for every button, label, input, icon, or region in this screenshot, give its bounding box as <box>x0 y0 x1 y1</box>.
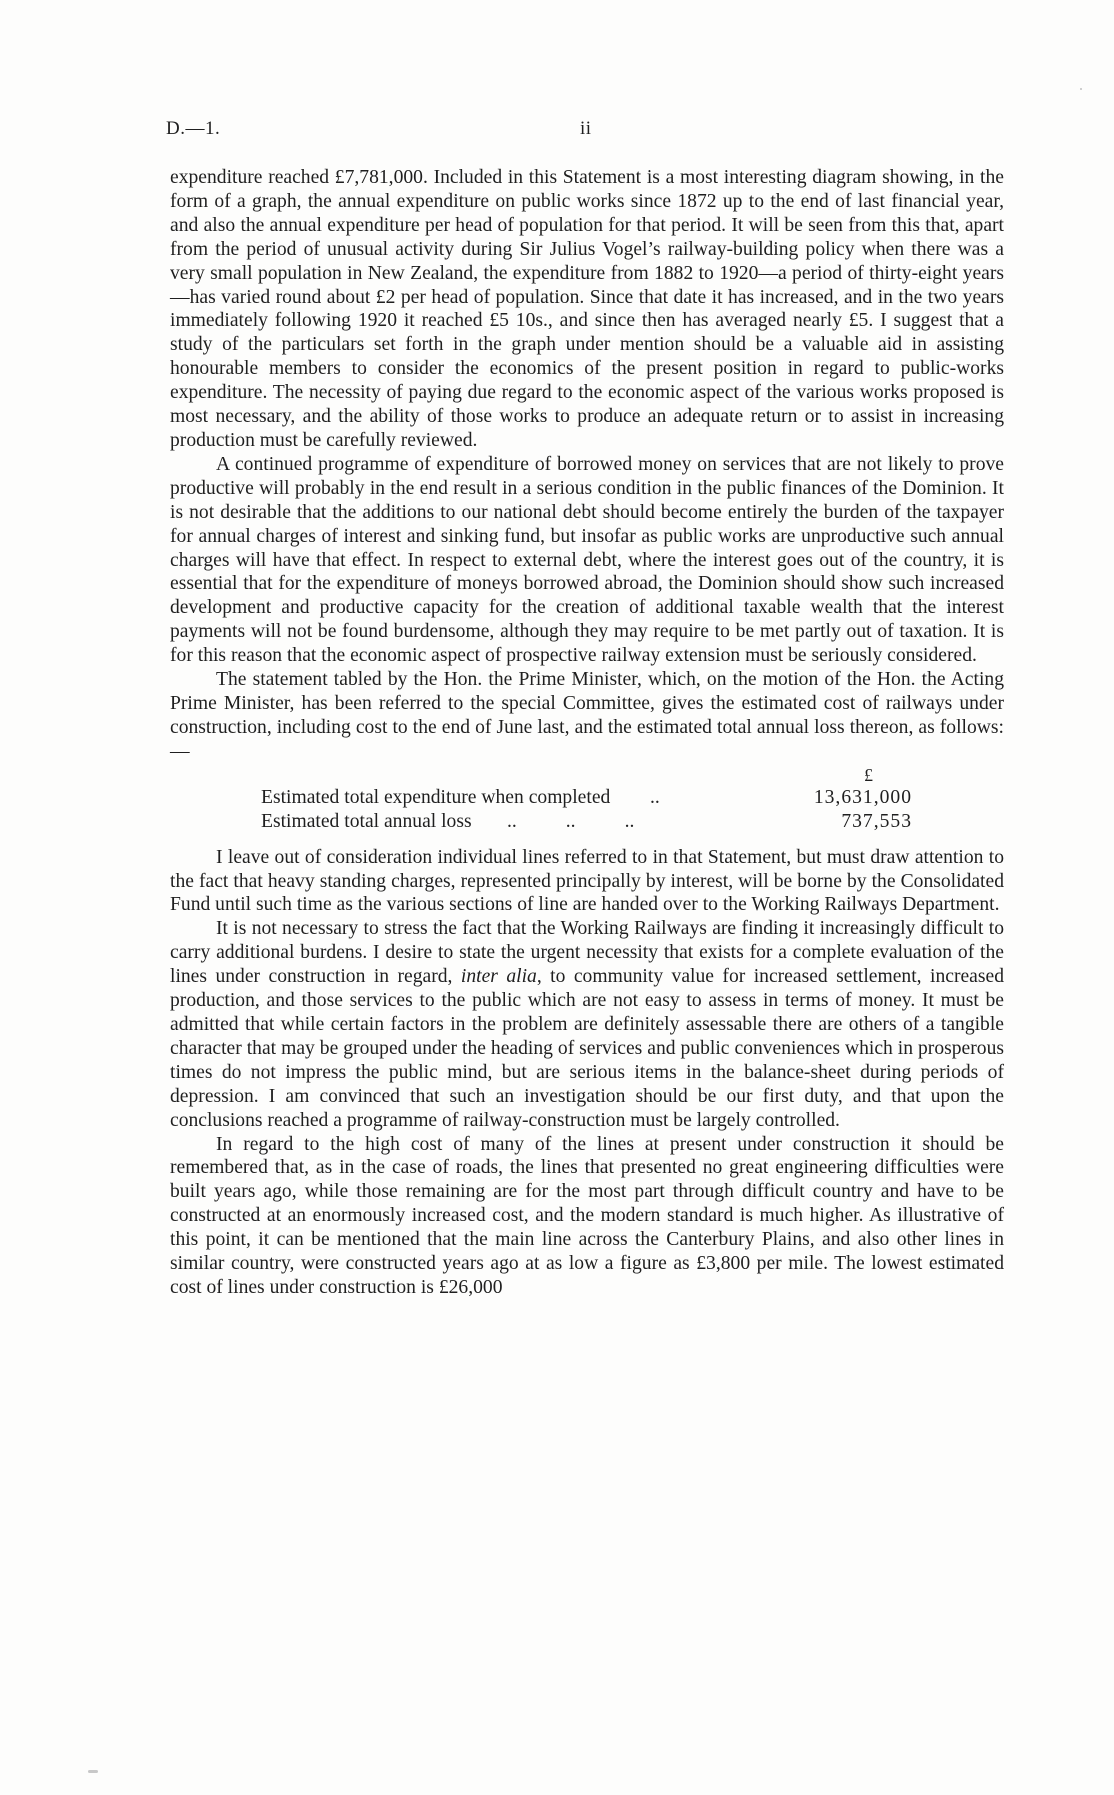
estimate-label: Estimated total expenditure when completed <box>261 786 611 808</box>
scan-smudge <box>88 1770 98 1773</box>
text-segment: , to community value for increased settlement, increased production, and those services to the public which are not easy to assess in terms of money. It must be admitted that while certain factors in the problem are definitely assessable there are others of a tangible character that may be grouped under the heading of services and public conveniences which in prosperous times do not impress the public mind, but are serious items in the balance-sheet during periods of depression. I am convinced that such an investigation should be our first duty, and that upon the conclusions reached a programme of railway-construction must be largely controlled. <box>170 966 1004 1131</box>
page-number: ii <box>580 118 592 139</box>
estimate-label: Estimated total annual loss <box>261 810 472 832</box>
estimates-table <box>170 764 1004 846</box>
paragraph-working-railways <box>170 917 1004 1132</box>
paragraph-standing-charges: I leave out of consideration individual lines referred to in that Statement, but must draw attention to the fact that heavy standing charges, represented principally by interest, will be borne by the Consolidated Fund until such time as the various sections of line are handed over to the Working Railways Department. <box>170 846 1004 916</box>
paragraph-borrowed-money: A continued programme of expenditure of borrowed money on services that are not likely to prove productive will probably in the end result in a serious condition in the public finances of the Dominion. It is not desirable that the additions to our national debt should become entirely the burden of the taxpayer for annual charges of interest and sinking fund, but insofar as public works are unproductive such annual charges will have that effect. In respect to external debt, where the interest goes out of the country, it is essential that for the expenditure of moneys borrowed abroad, the Dominion should show such increased development and productive capacity for the creation of additional taxable wealth that the interest payments will not be found burdensome, although they may require to be met partly out of taxation. It is for this reason that the economic aspect of prospective railway extension must be seriously considered. <box>170 453 1004 667</box>
paragraph-statement-tabled: The statement tabled by the Hon. the Prime Minister, which, on the motion of the Hon. the Acting Prime Minister, has been referred to the special Committee, gives the estimated cost of railways under construction, including cost to the end of June last, and the estimated total annual loss thereon, as follows:— <box>170 669 1004 762</box>
currency-header-row <box>170 764 1004 786</box>
document-reference: D.—1. <box>166 118 221 139</box>
currency-symbol: £ <box>864 764 873 785</box>
dot-leaders: .. .. .. <box>507 810 635 832</box>
estimate-row <box>170 786 1004 810</box>
estimate-amount: 737,553 <box>841 810 912 832</box>
paragraph-high-cost: In regard to the high cost of many of the lines at present under construction it should be remembered that, as in the case of roads, the lines that presented no great engineering difficulties were built years ago, while those remaining are for the most part through difficult country and have to be constructed at an enormously increased cost, and the modern standard is much higher. As illustrative of this point, it can be mentioned that the main line across the Canterbury Plains, and also other lines in similar country, were constructed years ago at as low a figure as £3,800 per mile. The lowest estimated cost of lines under construction is £26,000 <box>170 1133 1004 1298</box>
dot-leaders: .. <box>650 786 660 808</box>
page-header <box>162 118 1007 144</box>
paragraph-expenditure-graph: expenditure reached £7,781,000. Included in this Statement is a most interesting diagram showing, in the form of a graph, the annual expenditure on public works since 1872 up to the end of last financial year, and also the annual expenditure per head of population for that period. It will be seen from this that, apart from the period of unusual activity during Sir Julius Vogel’s railway-building policy when there was a very small population in New Zealand, the expenditure from 1882 to 1920—a period of thirty-eight years—has varied round about £2 per head of population. Since that date it has increased, and in the two years immediately following 1920 it reached £5 10s., and since then has averaged nearly £5. I suggest that a study of the particulars set forth in the graph under mention should be a valuable aid in assisting honourable members to consider the economics of the present position in regard to public-works expenditure. The necessity of paying due regard to the economic aspect of the various works proposed is most necessary, and the ability of those works to produce an adequate return or to assist in increasing production must be carefully reviewed. <box>170 167 1004 451</box>
estimate-row <box>170 810 1004 834</box>
body-text <box>170 166 1004 1300</box>
scan-speck <box>1080 88 1082 90</box>
italic-phrase: inter alia <box>460 966 537 988</box>
table-spacer <box>170 834 1004 846</box>
text-segment: It is not necessary to stress the fact that the Working Railways are finding it increasingly difficult to carry additional burdens. I desire to state the urgent necessity that exists for a complete evaluation of the lines under construction in regard, <box>170 918 1004 988</box>
estimate-amount: 13,631,000 <box>813 786 912 808</box>
